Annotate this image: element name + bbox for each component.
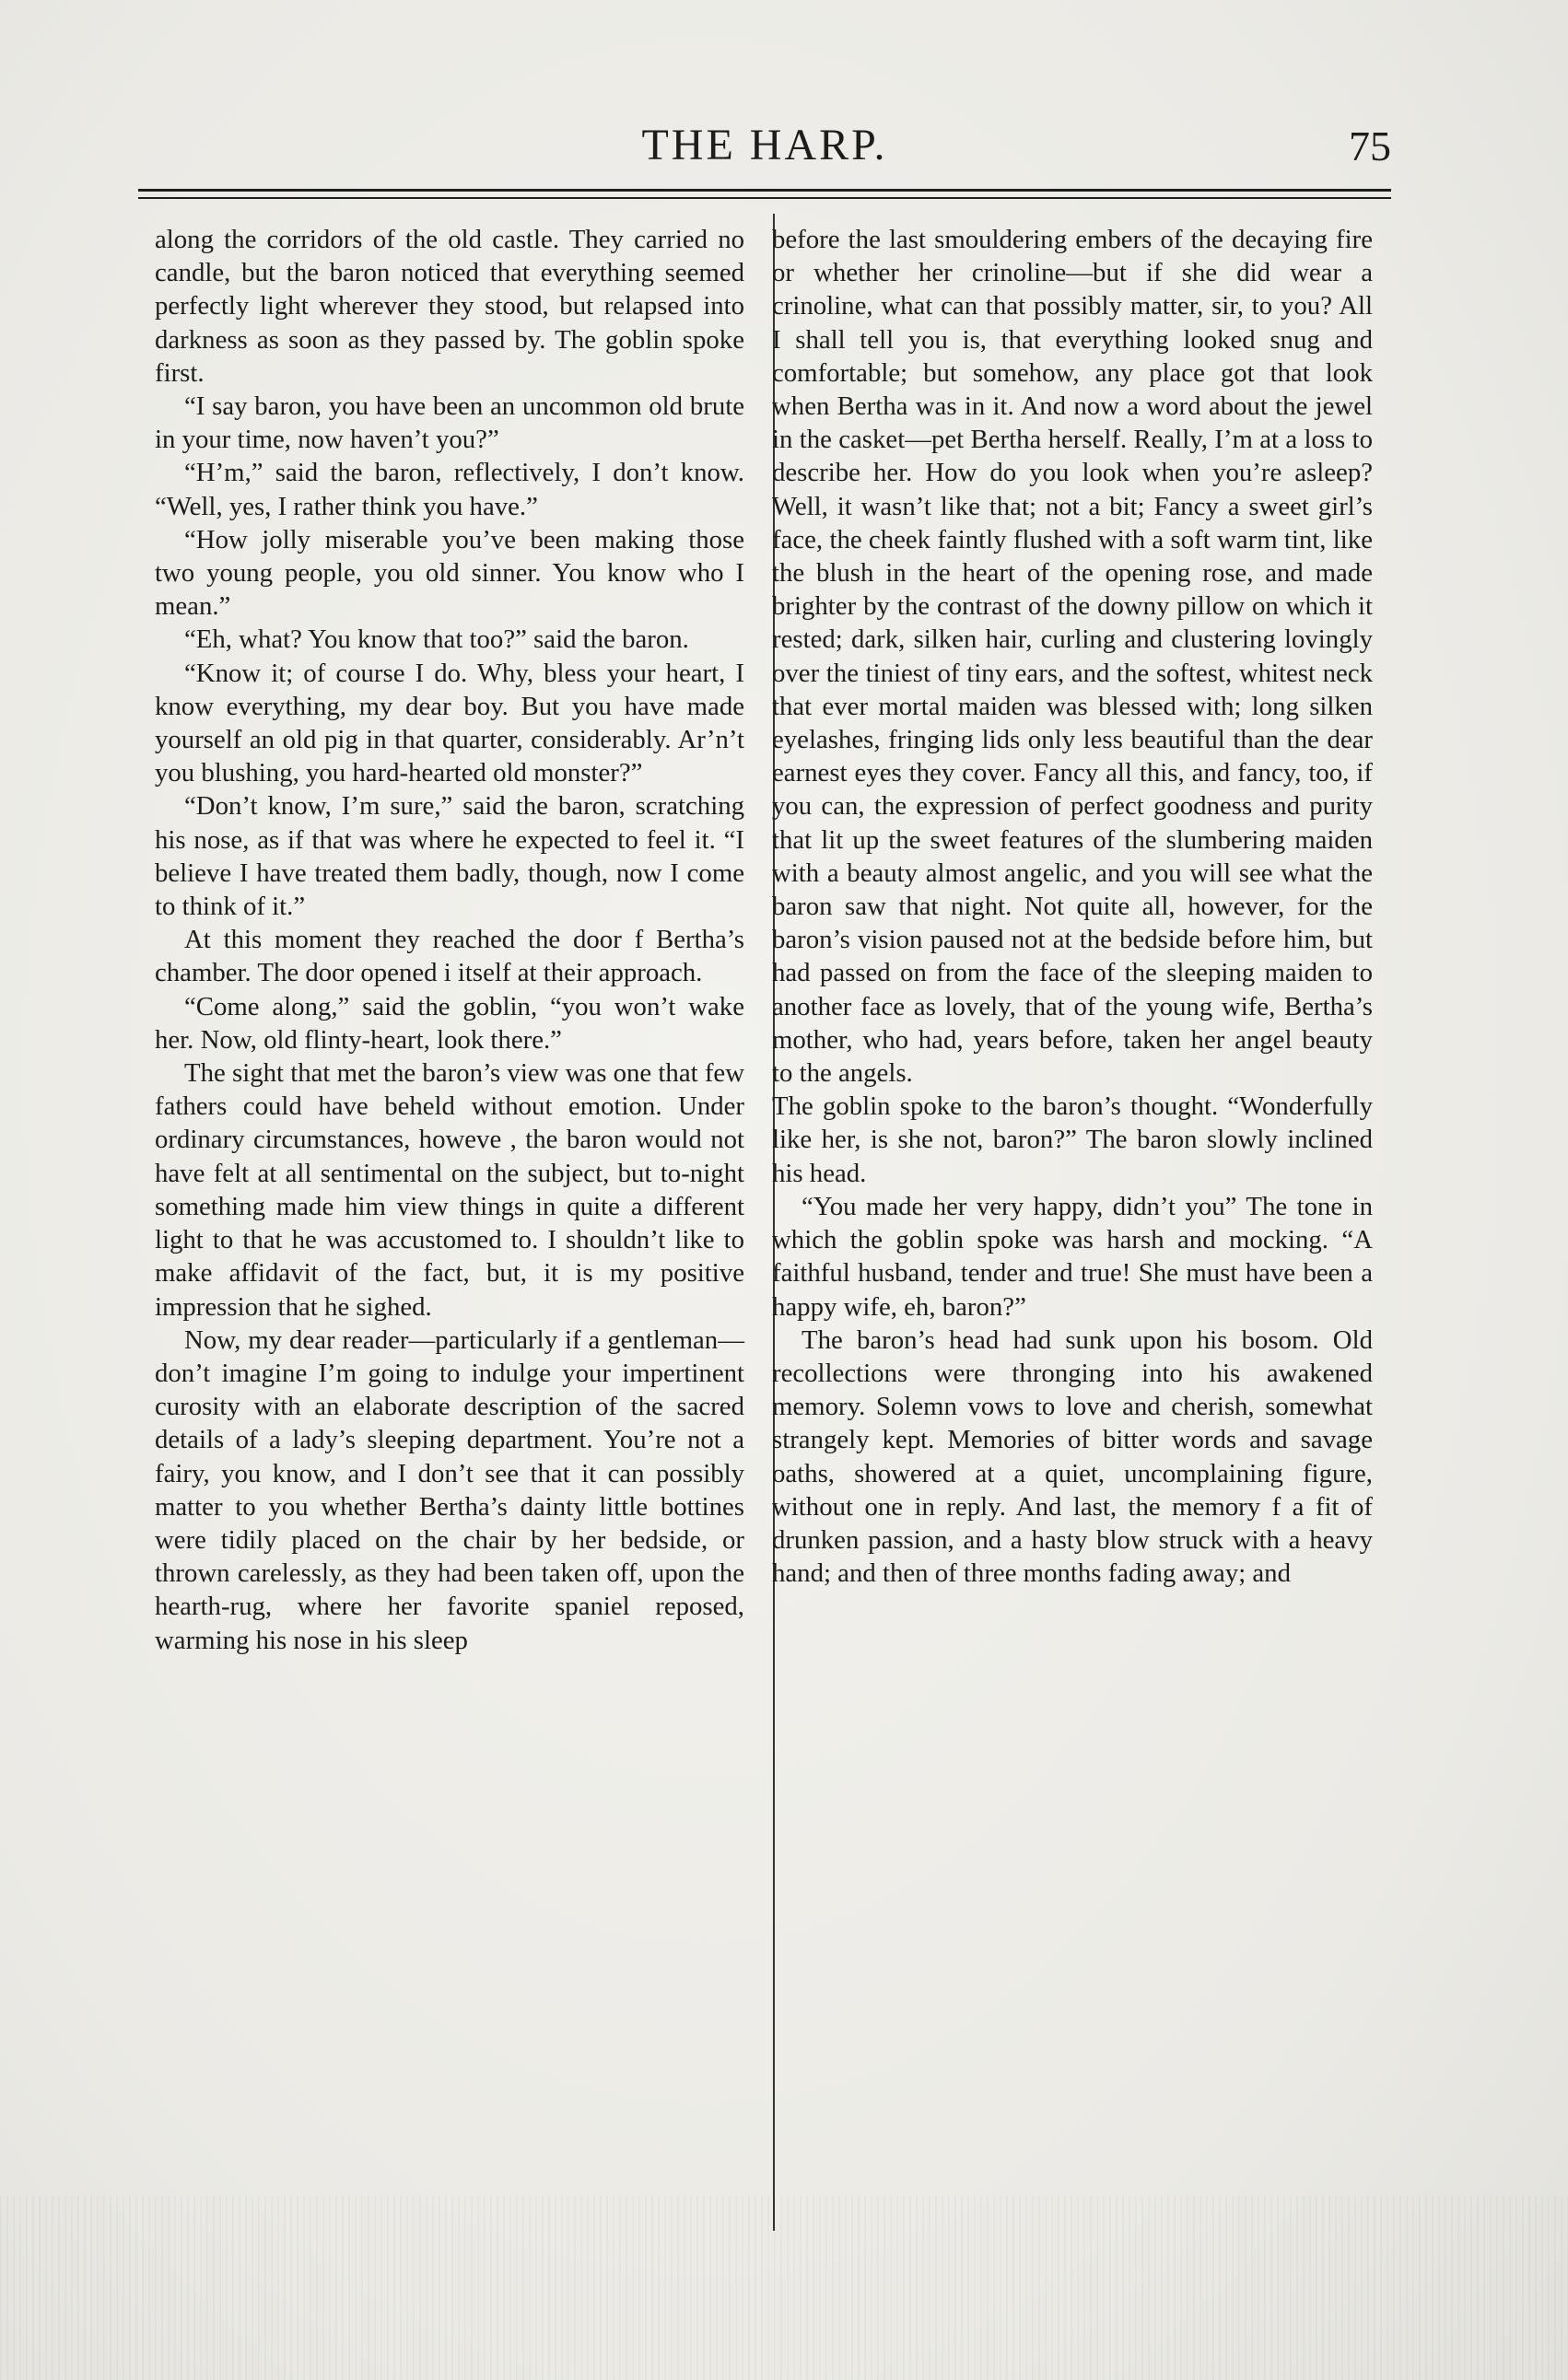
- article-paragraph: At this moment they reached the door f Bertha’s chamber. The door opened i itself at their approach.: [155, 925, 744, 988]
- paper-texture: [0, 2196, 1568, 2380]
- article-paragraph: The goblin spoke to the baron’s thought. “Wonderfully like her, is she not, baron?” The baron slowly inclined his head.: [772, 1091, 1373, 1188]
- left-column: [155, 223, 744, 1657]
- article-paragraph: “Know it; of course I do. Why, bless your heart, I know everything, my dear boy. But you have made yourself an old pig in that quarter, considerably. Ar’n’t you blushing, you hard-hearted old monster?”: [155, 658, 744, 788]
- article-paragraph: The baron’s head had sunk upon his bosom. Old recollections were thronging into his awakened memory. Solemn vows to love and cherish, somewhat strangely kept. Memories of bitter words and savage oaths, showered at a quiet, uncomplaining figure, without one in reply. And last, the memory f a fit of drunken passion, and a hasty blow struck with a heavy hand; and then of three months fading away; and: [772, 1324, 1373, 1589]
- article-paragraph: “Come along,” said the goblin, “you won’t wake her. Now, old flinty-heart, look there.”: [155, 991, 744, 1055]
- header-rule-bottom: [138, 197, 1391, 199]
- article-paragraph: The sight that met the baron’s view was one that few fathers could have beheld without emotion. Under ordinary circumstances, howeve , the baron would not have felt at all sentimental on the subject, but to-night something made him view things in quite a different light to that he was accustomed to. I shouldn’t like to make affidavit of the fact, but, it is my positive impression that he sighed.: [155, 1058, 744, 1322]
- article-paragraph: “How jolly miserable you’ve been making those two young people, you old sinner. You know who I mean.”: [155, 524, 744, 622]
- right-column: [772, 223, 1373, 1590]
- publication-title: THE HARP.: [641, 121, 888, 169]
- article-paragraph: “Eh, what? You know that too?” said the baron.: [184, 624, 689, 655]
- article-paragraph: before the last smouldering embers of the decaying fire or whether her crinoline—but if she did wear a crinoline, what can that possibly matter, sir, to you? All I shall tell you is, that everything looked snug and comfortable; but somehow, any place got that look when Bertha was in it. And now a word about the jewel in the casket—pet Bertha herself. Really, I’m at a loss to describe her. How do you look when you’re asleep? Well, it wasn’t like that; not a bit; Fancy a sweet girl’s face, the cheek faintly flushed with a soft warm tint, like the blush in the heart of the opening rose, and made brighter by the contrast of the downy pillow on which it rested; dark, silken hair, curling and clustering lovingly over the tiniest of tiny ears, and the softest, whitest neck that ever mortal maiden was blessed with; long silken eyelashes, fringing lids only less beautiful than the dear earnest eyes they cover. Fancy all this, and fancy, too, if you can, the expression of perfect goodness and purity that lit up the sweet features of the slumbering maiden with a beauty almost angelic, and you will see what the baron saw that night. Not quite all, however, for the baron’s vision paused not at the bedside before him, but had passed on from the face of the sleeping maiden to another face as lovely, that of the young wife, Bertha’s mother, who had, years before, taken her angel beauty to the angels.: [772, 225, 1373, 1089]
- page-header: [138, 120, 1391, 189]
- article-paragraph: “I say baron, you have been an uncommon old brute in your time, now haven’t you?”: [155, 391, 744, 455]
- article-paragraph: “Don’t know, I’m sure,” said the baron, scratching his nose, as if that was where he expected to feel it. “I believe I have treated them badly, though, now I come to think of it.”: [155, 791, 744, 922]
- article-paragraph: “You made her very happy, didn’t you” The tone in which the goblin spoke was harsh and mocking. “A faithful husband, tender and true! She must have been a happy wife, eh, baron?”: [772, 1191, 1373, 1322]
- article-paragraph: along the corridors of the old castle. They carried no candle, but the baron noticed that everything seemed perfectly light wherever they stood, but relapsed into darkness as soon as they passed by. The goblin spoke first.: [155, 225, 744, 388]
- article-paragraph: “H’m,” said the baron, reflectively, I don’t know. “Well, yes, I rather think you have.”: [155, 458, 744, 521]
- header-rule-top: [138, 189, 1391, 192]
- page-number: 75: [1349, 122, 1391, 169]
- article-paragraph: Now, my dear reader—particularly if a gentleman—don’t imagine I’m going to indulge your impertinent curosity with an elaborate description of the sacred details of a lady’s sleeping department. You’re not a fairy, you know, and I don’t see that it can possibly matter to you whether Bertha’s dainty little bottines were tidily placed on the chair by her bedside, or thrown carelessly, as they had been taken off, upon the hearth-rug, where her favorite spaniel reposed, warming his nose in his sleep: [155, 1324, 744, 1655]
